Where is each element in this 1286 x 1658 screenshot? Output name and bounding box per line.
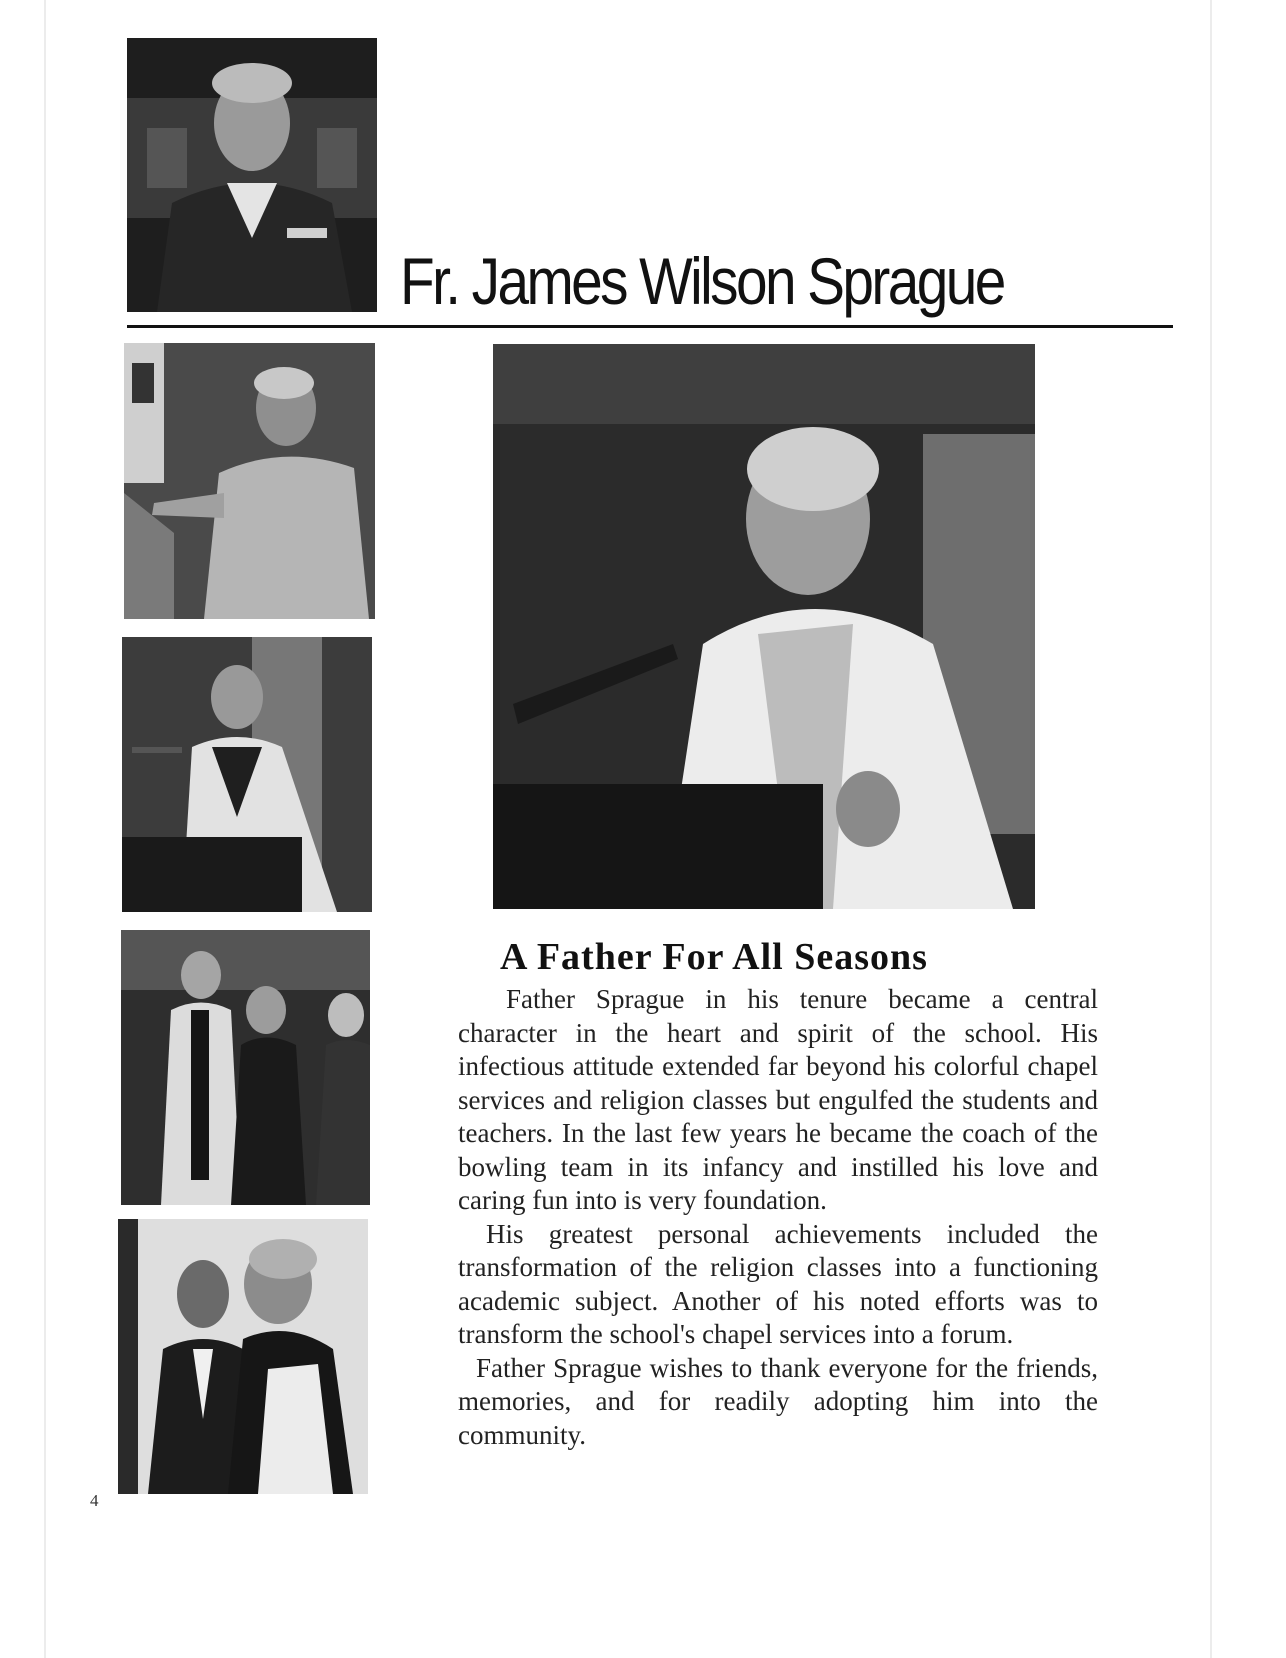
photo-portrait	[127, 38, 377, 312]
article-heading: A Father For All Seasons	[500, 936, 928, 978]
photo-procession	[121, 930, 370, 1205]
scan-edge-left	[44, 0, 46, 1658]
photo-classroom	[124, 343, 375, 619]
article-paragraph: Father Sprague in his tenure became a central character in the heart and spirit of the school. His infectious attitude extended far beyond his colorful chapel services and religion classes but engulfed the students and teachers. In the last few years he became the coach of the bowling team in its infancy and instilled his love and caring fun into is very foundation.	[458, 984, 1098, 1215]
article-paragraph: His greatest personal achievements included the transformation of the religion classes into a functioning academic subject. Another of his noted efforts was to transform the school's chapel services into a forum.	[458, 1218, 1098, 1349]
article-body	[458, 983, 1098, 1452]
scan-edge-right	[1210, 0, 1212, 1658]
page-title: Fr. James Wilson Sprague	[400, 244, 1004, 318]
photo-preaching	[493, 344, 1035, 909]
page-number: 4	[90, 1491, 99, 1510]
article-paragraph: Father Sprague wishes to thank everyone for the friends, memories, and for readily adopting him into the community.	[458, 1352, 1098, 1450]
photo-students	[118, 1219, 368, 1494]
photo-lectern	[122, 637, 372, 912]
title-rule	[127, 325, 1173, 328]
